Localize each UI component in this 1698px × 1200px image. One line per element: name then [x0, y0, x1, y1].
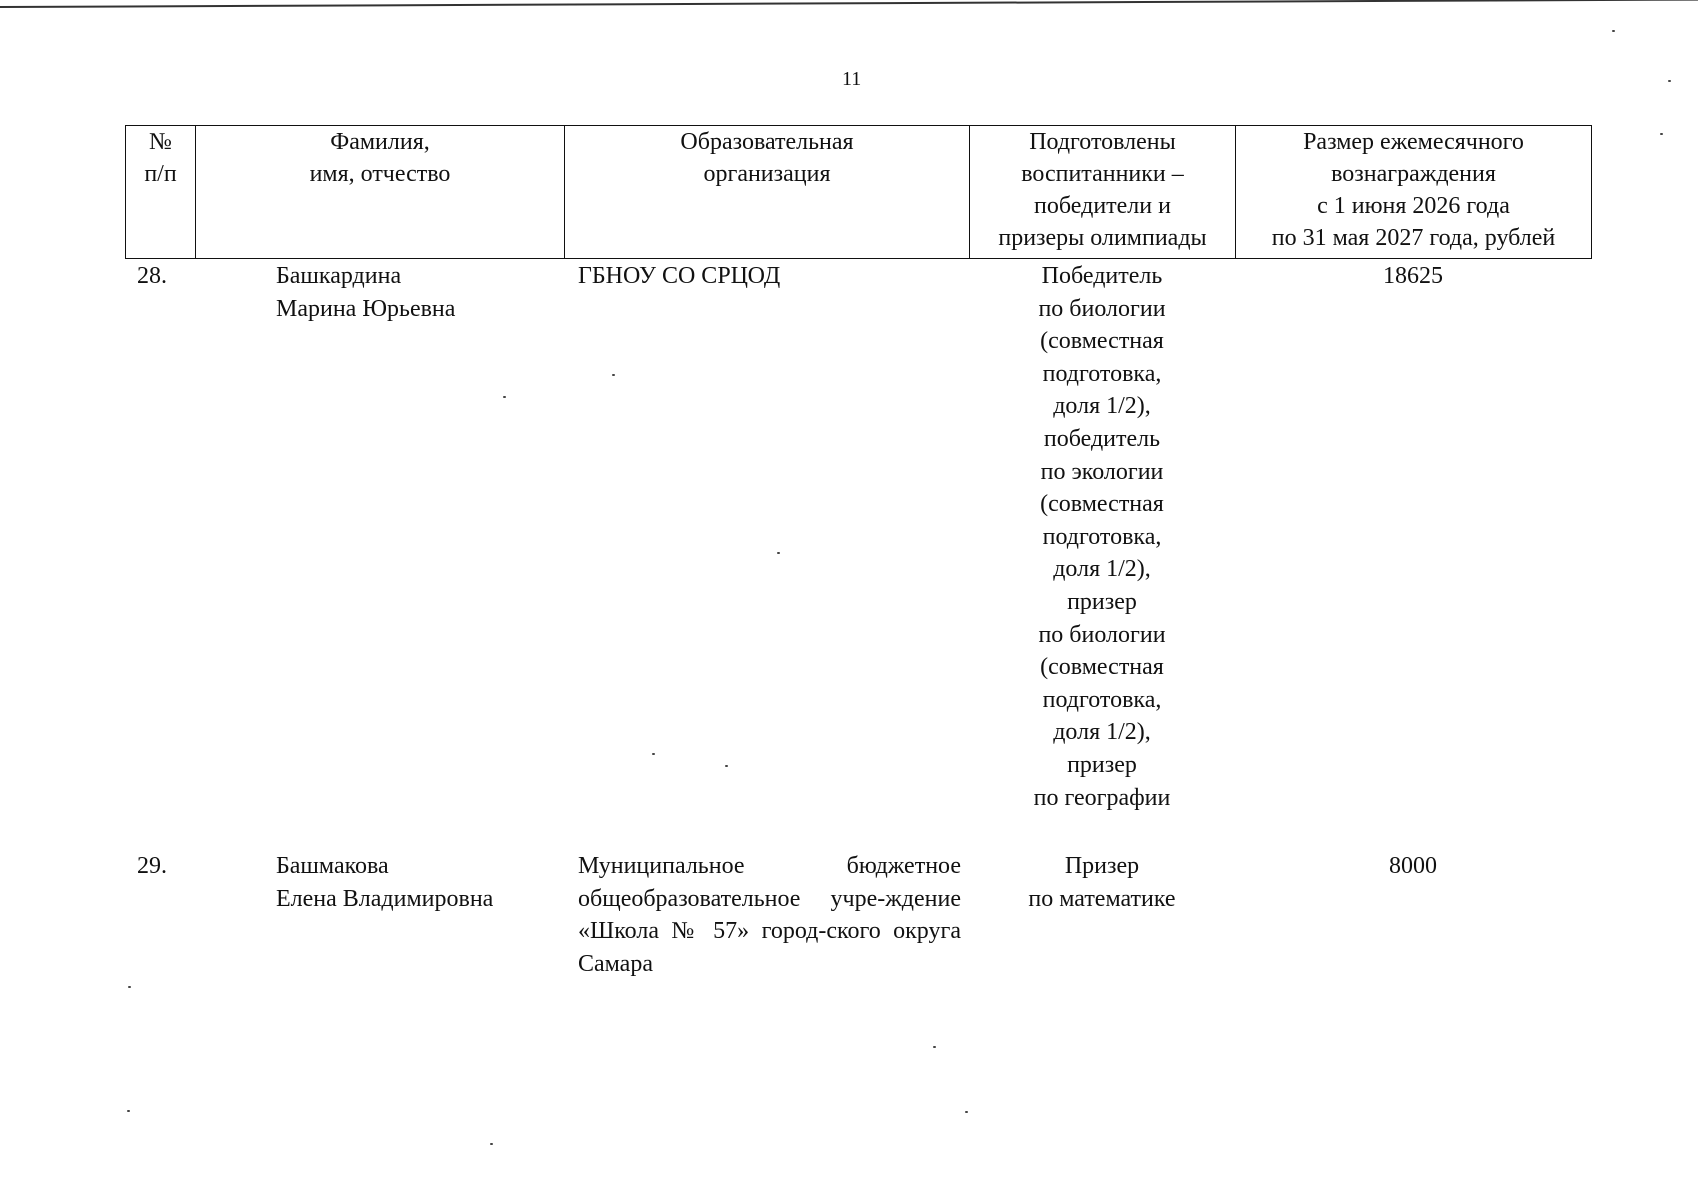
scan-speck — [490, 1143, 493, 1145]
scan-speck — [503, 396, 506, 398]
scan-speck — [1612, 30, 1615, 32]
scan-speck — [127, 1110, 130, 1112]
row-amount: 8000 — [1389, 853, 1437, 879]
scan-speck — [1660, 133, 1663, 135]
table-header — [125, 125, 1592, 259]
table-row — [125, 260, 1591, 850]
row-organization: ГБНОУ СО СРЦОД — [578, 263, 781, 289]
row-full-name: Башмакова Елена Владимировна — [276, 853, 494, 912]
header-organization: Образовательная организация — [565, 126, 970, 259]
scan-speck — [1668, 80, 1671, 82]
row-organization: Муниципальное бюджетное общеобразовательное учре-ждение «Школа № 57» город-ского округа Самара — [578, 853, 961, 977]
header-full-name: Фамилия, имя, отчество — [196, 126, 565, 259]
table-row — [125, 850, 1591, 980]
row-amount: 18625 — [1383, 263, 1443, 289]
header-monthly-amount: Размер ежемесячного вознаграждения с 1 июня 2026 года по 31 мая 2027 года, рублей — [1236, 126, 1592, 259]
row-full-name: Башкардина Марина Юрьевна — [276, 263, 456, 322]
header-row — [126, 126, 1592, 259]
scan-speck — [965, 1111, 968, 1113]
row-number: 28. — [137, 263, 167, 289]
scan-edge-line — [0, 0, 1698, 8]
row-number: 29. — [137, 853, 167, 879]
table-body — [125, 260, 1591, 980]
scan-speck — [777, 552, 780, 554]
row-winners: Победитель по биологии (совместная подготовка, доля 1/2), победитель по экологии (совместная подготовка, доля 1/2), призер по биологии (совместная подготовка, доля 1/2), призер по географии — [1033, 263, 1171, 811]
scan-speck — [652, 753, 655, 755]
scan-speck — [725, 765, 728, 767]
header-winners: Подготовлены воспитанники – победители и призеры олимпиады — [970, 126, 1236, 259]
scan-speck — [128, 986, 131, 988]
page-number: 11 — [842, 68, 862, 90]
scan-speck — [612, 374, 615, 376]
scan-speck — [933, 1046, 936, 1048]
header-number: № п/п — [126, 126, 196, 259]
row-winners: Призер по математике — [1028, 853, 1176, 912]
